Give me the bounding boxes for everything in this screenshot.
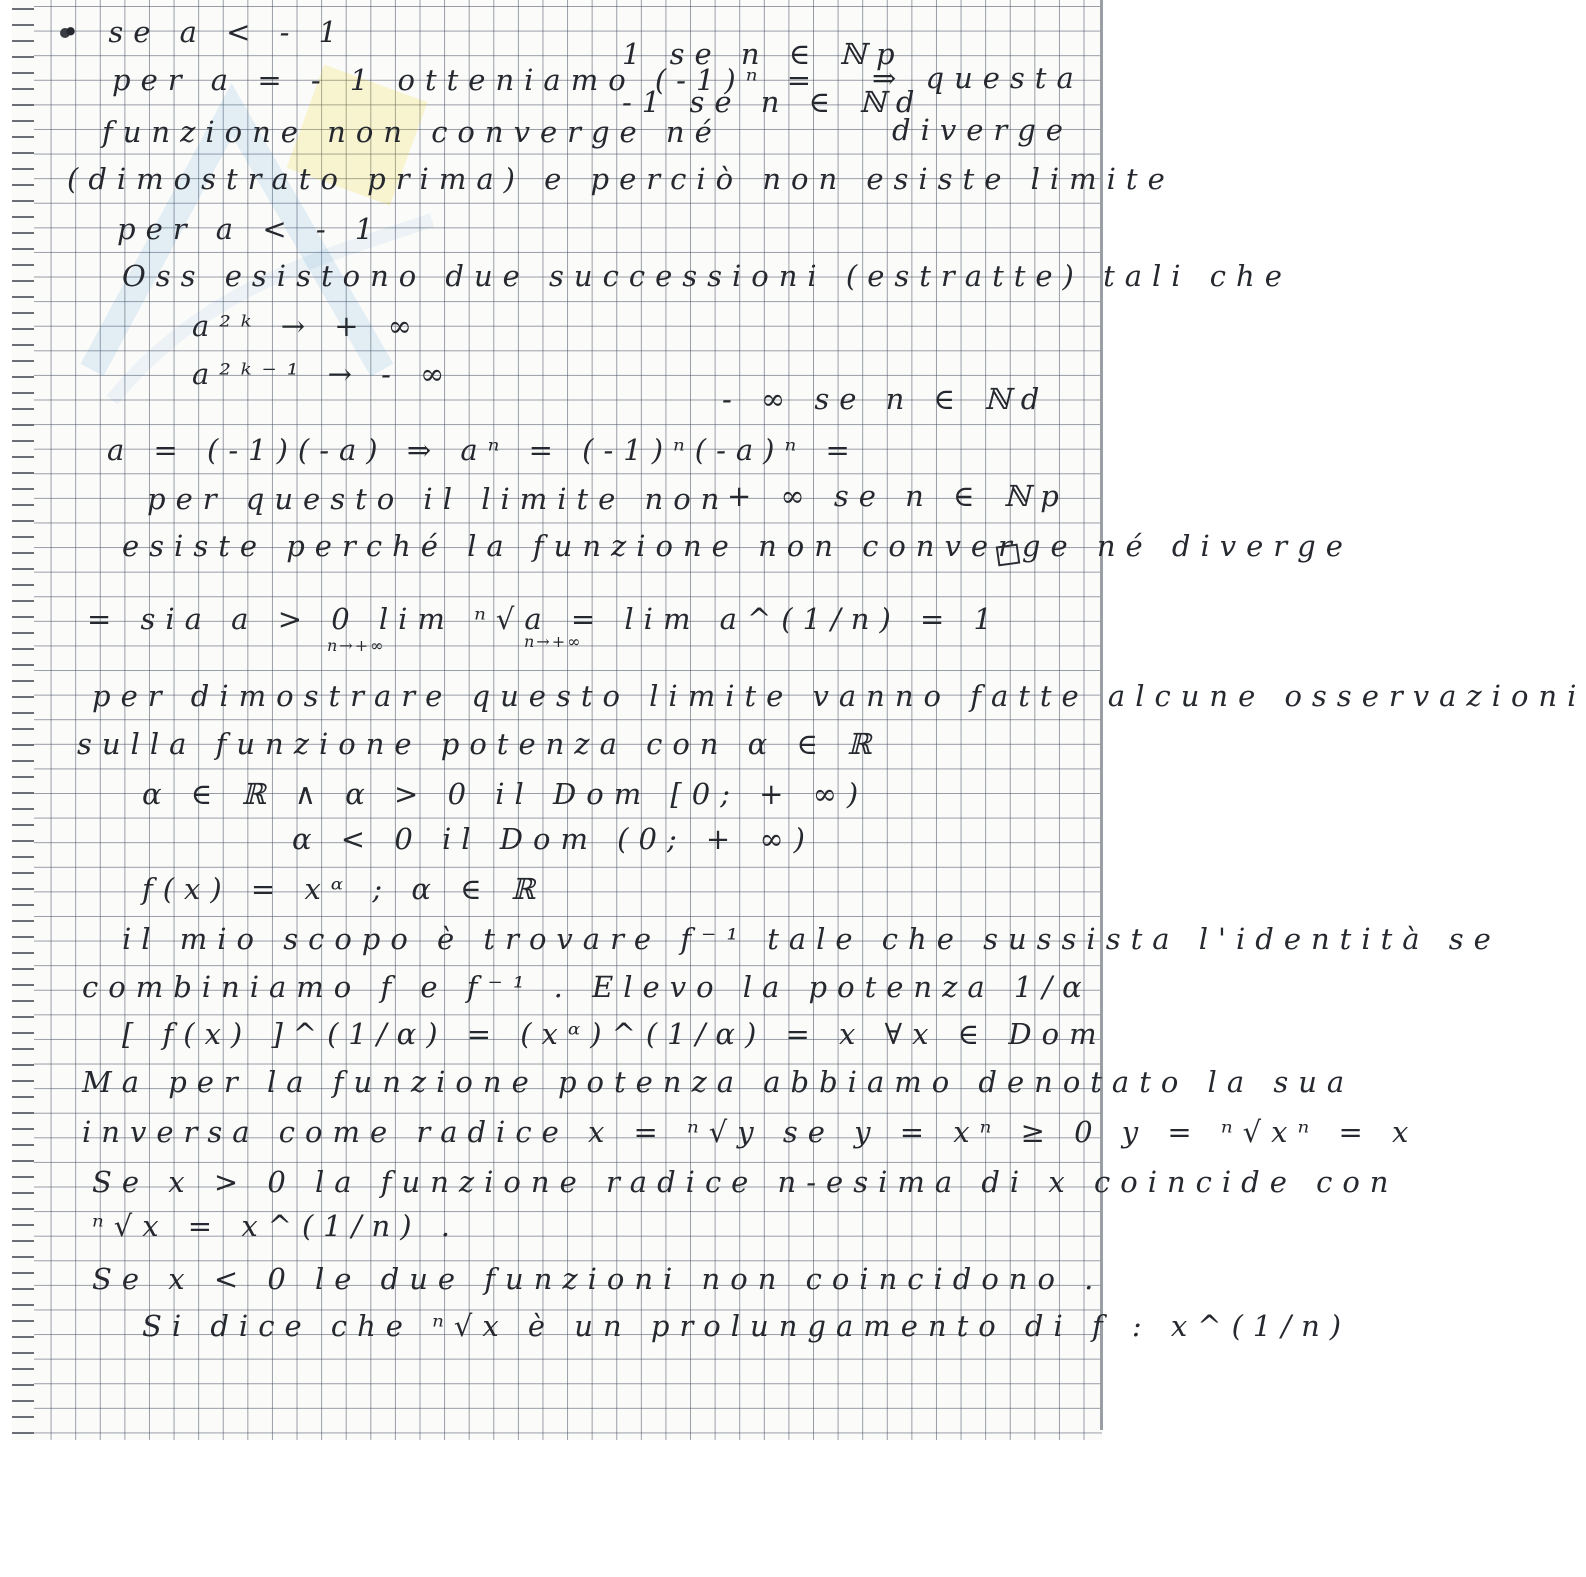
case-minus-infinity: - ∞ se n ∈ ℕd — [722, 382, 1050, 416]
implies-questa: ⇒ questa — [872, 61, 1084, 95]
text-line-8: esiste perché la funzione non converge né diverge — [122, 529, 1353, 563]
text-line-7: per questo il limite non — [147, 482, 730, 516]
function-definition: f(x) = xᵅ ; α ∈ ℝ — [142, 872, 545, 906]
domain-positive: α ∈ ℝ ∧ α > 0 il Dom [0; + ∞) — [142, 777, 869, 811]
domain-negative: α < 0 il Dom (0; + ∞) — [292, 822, 815, 856]
case-plus-infinity: + ∞ se n ∈ ℕp — [727, 479, 1069, 513]
notebook-page — [12, 0, 1586, 1440]
text-line-4: (dimostrato prima) e perciò non esiste limite — [67, 162, 1175, 196]
spiral-binding — [12, 0, 34, 1440]
text-line-13: Ma per la funzione potenza abbiamo denotato la sua — [82, 1065, 1355, 1099]
text-line-12: combiniamo f e f⁻¹ . Elevo la potenza 1/α — [82, 970, 1092, 1004]
text-diverge: diverge — [892, 113, 1073, 147]
limit-formula: = sia a > 0 lim ⁿ√a = lim a^(1/n) = 1 — [87, 602, 1002, 636]
subsequence-even: a²ᵏ → + ∞ — [192, 309, 422, 343]
text-line-16: Se x < 0 le due funzioni non coincidono . — [92, 1262, 1104, 1296]
formula-line: a = (-1)(-a) ⇒ aⁿ = (-1)ⁿ(-a)ⁿ = — [107, 433, 860, 467]
limit-subscript-1: n→+∞ — [327, 636, 386, 655]
text-line-11: il mio scopo è trovare f⁻¹ tale che sussista l'identità se — [122, 922, 1501, 956]
text-line-14: inversa come radice x = ⁿ√y se y = xⁿ ≥ 0 y = ⁿ√xⁿ = x — [82, 1115, 1419, 1149]
text-line-2: per a = - 1 otteniamo (-1)ⁿ = — [112, 63, 822, 97]
page-edge — [1100, 0, 1103, 1430]
case-odd: -1 se n ∈ ℕd — [622, 85, 925, 119]
text-line-10: sulla funzione potenza con α ∈ ℝ — [77, 727, 882, 761]
text-line-17: Si dice che ⁿ√x è un prolungamento di f : x^(1/n) — [142, 1309, 1352, 1343]
text-line-1: • se a < - 1 — [62, 15, 348, 49]
text-line-3: funzione non converge né — [102, 115, 722, 149]
subsequence-odd: a²ᵏ⁻¹ → - ∞ — [192, 357, 455, 391]
text-line-9: per dimostrare questo limite vanno fatte alcune osservazioni — [92, 679, 1586, 713]
text-line-5: per a < - 1 — [117, 212, 384, 246]
power-identity: [ f(x) ]^(1/α) = (xᵅ)^(1/α) = x ∀x ∈ Dom — [122, 1017, 1107, 1051]
text-line-15: Se x > 0 la funzione radice n-esima di x coincide con — [92, 1165, 1399, 1199]
case-even: 1 se n ∈ ℕp — [622, 37, 905, 71]
root-definition: ⁿ√x = x^(1/n) . — [92, 1209, 460, 1243]
text-line-6: Oss esistono due successioni (estratte) tali che — [122, 259, 1292, 293]
limit-subscript-2: n→+∞ — [524, 632, 583, 651]
